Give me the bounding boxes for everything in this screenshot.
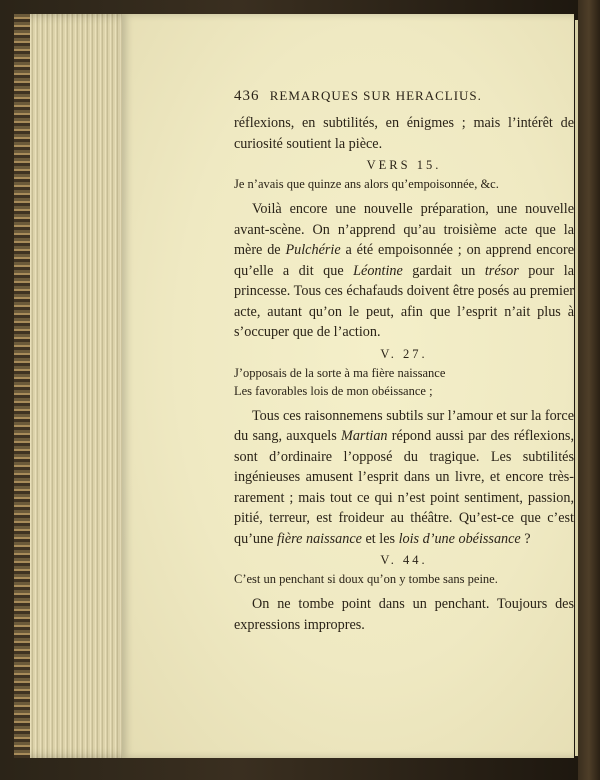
paragraph-commentary-2: Tous ces raisonnemens subtils sur l’amour et sur la force du sang, auxquels Martian répond aussi par des réflexions, sont d’ordinaire l’opposé du tragique. Les subtilités ingénieuses amusent l’esprit dans un livre, et encore très-rarement ; mais tout ce qui n’est point sentiment, passion, pitié, terreur, est froideur au théâtre. Qu’est-ce que c’est qu’une fière naissance et les lois d’une obéissance ? [234, 407, 574, 547]
verse-label-44: V. 44. [380, 553, 428, 567]
quote-verse-27-line2: Les favorables lois de mon obéissance ; [234, 383, 433, 398]
page-number: 436 [234, 88, 260, 104]
book-cover-right [578, 0, 600, 780]
quote-verse-44: C’est un penchant si doux qu’on y tombe sans peine. [234, 572, 498, 586]
paragraph-continuation: réflexions, en subtilités, en énigmes ; mais l’intérêt de curiosité soutient la pièce. [234, 115, 574, 152]
paragraph-commentary-3: On ne tombe point dans un penchant. Toujours des expressions impropres. [234, 596, 574, 633]
quote-verse-15: Je n’avais que quinze ans alors qu’empoisonnée, &c. [234, 177, 499, 191]
text-column [234, 88, 574, 635]
verse-label-15: VERS 15. [366, 158, 442, 172]
running-head [234, 88, 574, 105]
page-edges-left [14, 14, 132, 758]
book-spine [14, 14, 30, 758]
verse-label-27: V. 27. [380, 346, 428, 361]
quote-verse-27-line1: J’opposais de la sorte à ma fière naissance [234, 365, 446, 380]
book-page [122, 14, 574, 758]
running-head-title: REMARQUES SUR HERACLIUS. [269, 88, 482, 103]
paragraph-commentary-1: Voilà encore une nouvelle préparation, une nouvelle avant-scène. On n’apprend qu’au troisième acte que la mère de Pulchérie a été empoisonnée ; on apprend encore qu’elle a dit que Léontine gardait un trésor pour la princesse. Tous ces échafauds doivent être posés au premier acte, autant qu’on le peut, afin que l’esprit n’ait plus à s’occuper que de l’action. [234, 201, 574, 340]
